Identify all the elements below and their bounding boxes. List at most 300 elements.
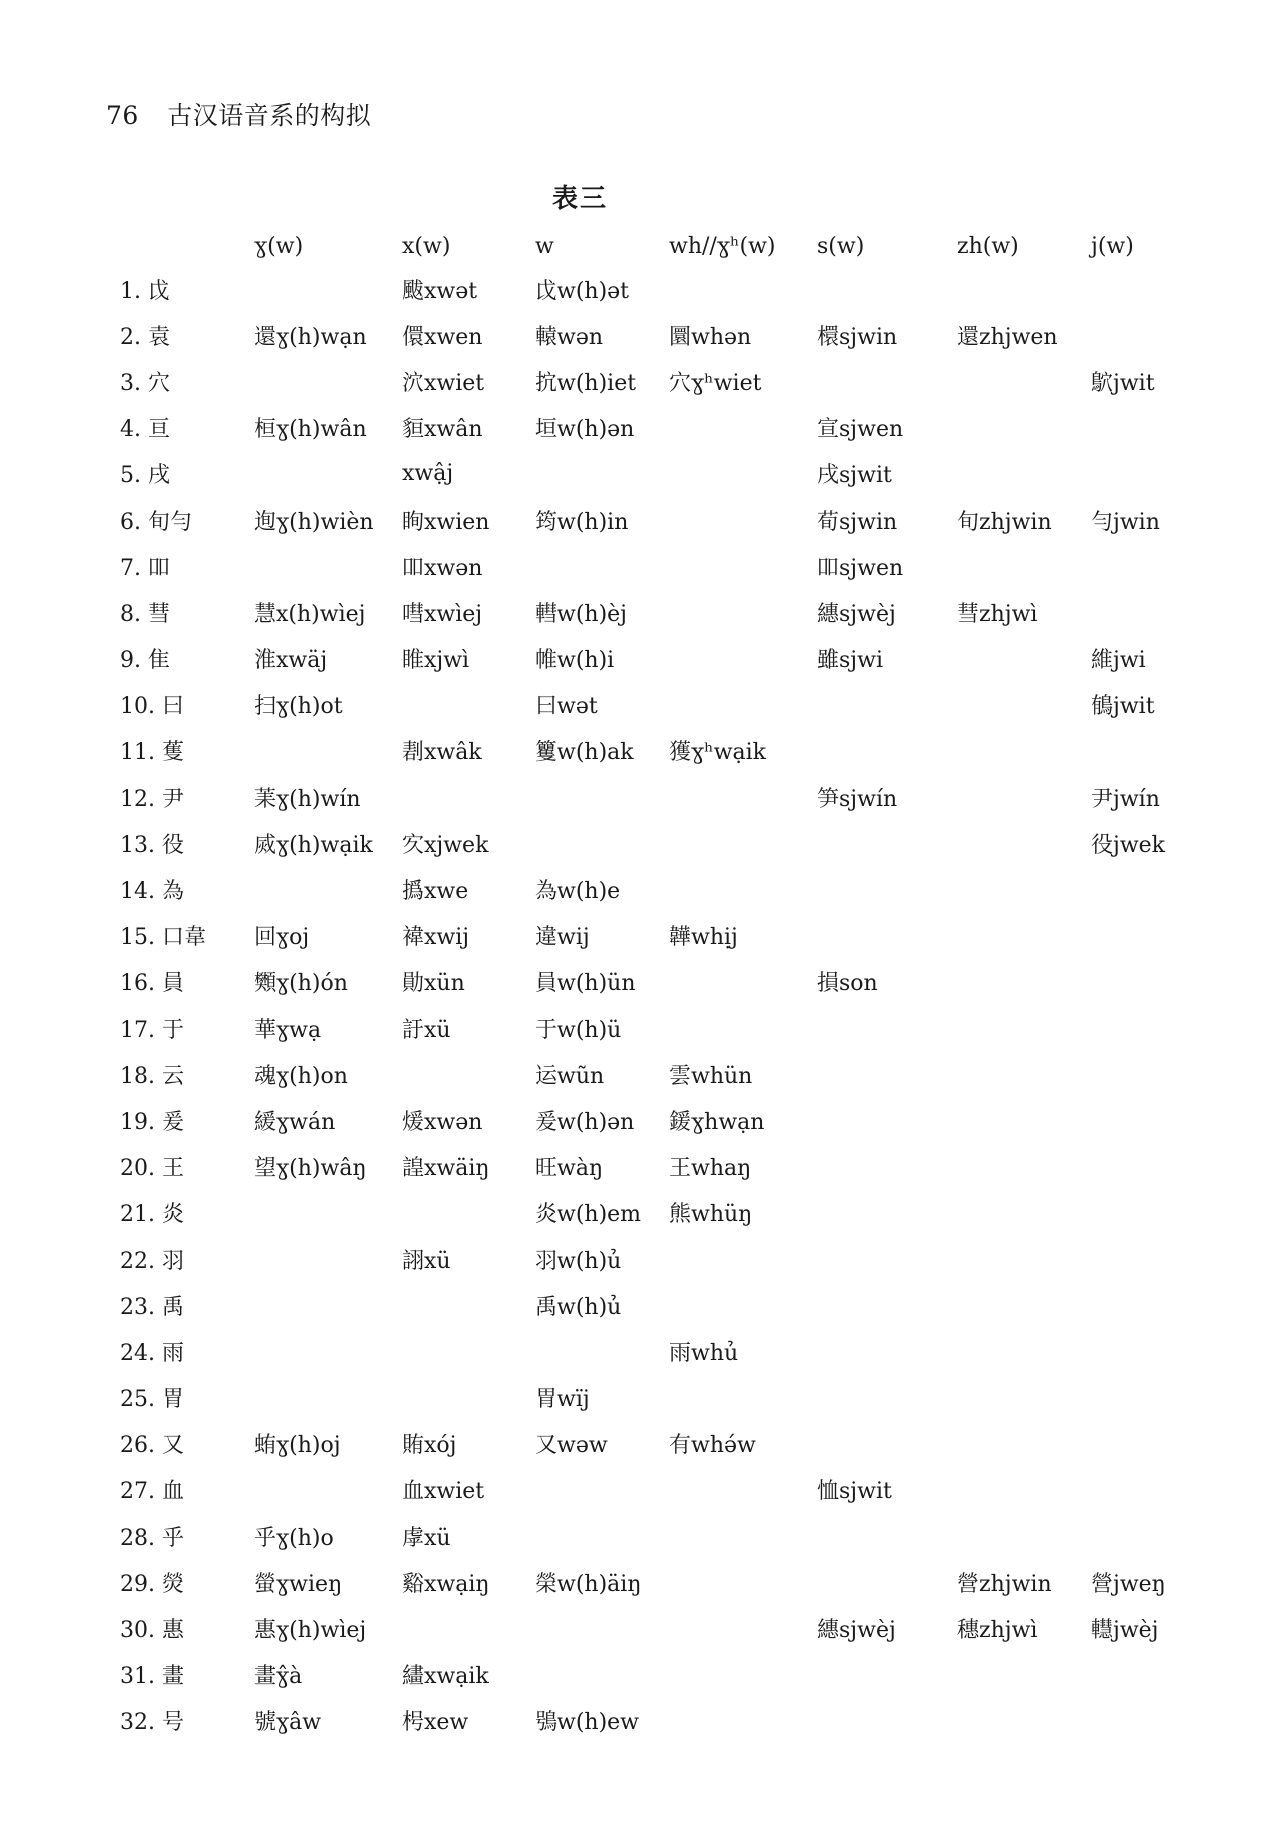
table-cell [254, 1282, 402, 1328]
table-cell [957, 266, 1091, 312]
table-cell [957, 1051, 1091, 1097]
row-label: 24. 雨 [120, 1340, 184, 1366]
table-cell: 貆xwân [402, 417, 483, 443]
table-cell [669, 1005, 817, 1051]
table-cell: 營jweŋ [1091, 1571, 1166, 1597]
table-cell: 還ɣ(h)wạn [254, 324, 367, 350]
table-cell [669, 405, 817, 451]
page-header [106, 96, 371, 132]
table-cell [669, 266, 817, 312]
table-cell [1091, 866, 1181, 912]
table-cell: 緩ɣwán [254, 1109, 336, 1135]
row-label: 1. 戉 [120, 278, 170, 304]
table-cell [817, 866, 957, 912]
row-label: 8. 彗 [120, 601, 170, 627]
table-cell [1091, 451, 1181, 497]
table-cell: 檈sjwin [817, 324, 898, 350]
table-cell [402, 1282, 535, 1328]
table-cell [669, 636, 817, 682]
table-row [120, 1282, 1181, 1328]
table-cell [1091, 1190, 1181, 1236]
table-cell [957, 543, 1091, 589]
table-cell [402, 1328, 535, 1374]
row-label: 10. 曰 [120, 694, 184, 720]
table-cell: 彗zhjwì [957, 601, 1038, 627]
table-cell [535, 1328, 669, 1374]
table-cell: 扫ɣ(h)ot [254, 694, 343, 720]
table-cell [817, 1051, 957, 1097]
table-cell [817, 1421, 957, 1467]
book-title: 古汉语音系的构拟 [167, 101, 372, 130]
table-cell [254, 1190, 402, 1236]
table-row [120, 589, 1181, 635]
table-cell: 谿xwạiŋ [402, 1571, 490, 1597]
table-cell [817, 1190, 957, 1236]
table-cell [669, 959, 817, 1005]
table-cell [957, 1097, 1091, 1143]
table-cell: 繐sjwèj [817, 601, 896, 627]
table-cell: 獲ɣʰwạik [669, 740, 767, 766]
table-cell [402, 682, 535, 728]
table-cell: 乎ɣ(h)o [254, 1525, 334, 1551]
table-cell: 望ɣ(h)wâŋ [254, 1156, 367, 1182]
table-row [120, 266, 1181, 312]
table-cell [817, 682, 957, 728]
table-cell: 役jwek [1091, 832, 1166, 858]
table-cell [402, 1190, 535, 1236]
table-cell: 恤sjwit [817, 1479, 892, 1505]
table-row [120, 1005, 1181, 1051]
table-cell [535, 1652, 669, 1698]
table-row [120, 913, 1181, 959]
table-cell [957, 1513, 1091, 1559]
table-row [120, 1698, 1181, 1744]
table-cell [957, 1144, 1091, 1190]
table-cell: 賄xój [402, 1433, 457, 1459]
row-label: 9. 隹 [120, 648, 170, 674]
row-label: 22. 羽 [120, 1248, 184, 1274]
table-cell: 荀sjwin [817, 509, 898, 535]
row-label: 25. 胃 [120, 1387, 184, 1413]
table-cell: 繣xwạik [402, 1664, 489, 1690]
table-row [120, 1328, 1181, 1374]
table-cell [817, 820, 957, 866]
table-cell: 穗zhjwì [957, 1618, 1038, 1644]
table-cell: 血xwiet [402, 1479, 485, 1505]
table-cell [957, 451, 1091, 497]
table-cell [1091, 728, 1181, 774]
table-cell: 繐sjwèj [817, 1618, 896, 1644]
table-cell: 號ɣâw [254, 1710, 322, 1736]
table-cell: 損son [817, 971, 878, 997]
table-row [120, 405, 1181, 451]
header-row [120, 226, 1181, 266]
table-cell [402, 1605, 535, 1651]
table-cell [254, 1375, 402, 1421]
row-label: 32. 号 [120, 1710, 184, 1736]
table-cell: 吅sjwen [817, 555, 904, 581]
table-cell: 䳑jwit [1091, 694, 1155, 720]
table-cell [957, 1467, 1091, 1513]
page-number: 76 [106, 101, 139, 130]
table-cell: 宣sjwen [817, 417, 904, 443]
table-cell [817, 1005, 957, 1051]
table-cell: 虖xü [402, 1525, 451, 1551]
table-cell [669, 1282, 817, 1328]
table-row [120, 866, 1181, 912]
row-label: 5. 戌 [120, 463, 170, 489]
table-cell: 眴xwien [402, 509, 490, 535]
row-label: 14. 為 [120, 879, 184, 905]
table-cell [1091, 913, 1181, 959]
table-cell: 儇xwen [402, 324, 483, 350]
table-cell: 禹w(h)ủ [535, 1294, 622, 1320]
table-cell: 還zhjwen [957, 324, 1058, 350]
table-cell: 颰xwət [402, 278, 478, 304]
table-cell [1091, 1097, 1181, 1143]
column-header: wh//ɣʰ(w) [669, 233, 776, 259]
table-cell [1091, 589, 1181, 635]
table-cell [1091, 312, 1181, 358]
table-cell [957, 774, 1091, 820]
row-label: 21. 炎 [120, 1202, 184, 1228]
table-row [120, 636, 1181, 682]
table-cell [957, 1282, 1091, 1328]
row-label: 31. 畫 [120, 1664, 184, 1690]
table-cell: 慧x(h)wìej [254, 601, 366, 627]
table-cell [817, 913, 957, 959]
table-row [120, 820, 1181, 866]
table-cell: 鍰ɣhwạn [669, 1109, 765, 1135]
column-header: j(w) [1091, 233, 1134, 259]
table-cell [669, 1605, 817, 1651]
row-label: 12. 尹 [120, 786, 184, 812]
table-cell: 籰w(h)ak [535, 740, 634, 766]
table-cell [669, 866, 817, 912]
table-row [120, 1513, 1181, 1559]
table-cell: 爰w(h)ən [535, 1109, 635, 1135]
table-cell [669, 589, 817, 635]
table-row [120, 1467, 1181, 1513]
table-cell: 䡺jwèj [1091, 1618, 1159, 1644]
table-cell [402, 1375, 535, 1421]
table-cell: xwậj [402, 461, 454, 487]
table-cell [1091, 1282, 1181, 1328]
table-cell [669, 820, 817, 866]
table-cell [1091, 1051, 1181, 1097]
row-label: 17. 于 [120, 1017, 184, 1043]
row-label: 27. 血 [120, 1479, 184, 1505]
reconstruction-table [120, 226, 1181, 1744]
table-row [120, 682, 1181, 728]
table-row [120, 774, 1181, 820]
table-cell: 圜whən [669, 324, 752, 350]
table-cell [817, 358, 957, 404]
table-cell [1091, 1375, 1181, 1421]
table-cell: 羽w(h)ủ [535, 1248, 622, 1274]
table-cell [957, 913, 1091, 959]
table-cell [254, 543, 402, 589]
table-row [120, 1559, 1181, 1605]
table-body [120, 266, 1181, 1744]
table-cell: 胃wïj [535, 1387, 590, 1413]
column-header [120, 226, 254, 266]
table-cell [817, 1144, 957, 1190]
table-cell: 泬xwiet [402, 370, 485, 396]
table-cell: 雲whün [669, 1063, 753, 1089]
table-cell: 營zhjwin [957, 1571, 1052, 1597]
table-row [120, 312, 1181, 358]
table-row [120, 1097, 1181, 1143]
table-cell: 帷w(h)i [535, 648, 615, 674]
table-cell: 䫶ɣ(h)ón [254, 971, 348, 997]
table-cell: 曰wət [535, 694, 598, 720]
table-cell [669, 1513, 817, 1559]
row-label: 18. 云 [120, 1063, 184, 1089]
row-label: 28. 乎 [120, 1525, 184, 1551]
table-cell [957, 959, 1091, 1005]
table-cell: 王whaŋ [669, 1156, 752, 1182]
table-cell [957, 1236, 1091, 1282]
table-cell [254, 266, 402, 312]
table-cell: 魂ɣ(h)on [254, 1063, 348, 1089]
table-cell [957, 636, 1091, 682]
row-label: 2. 袁 [120, 324, 170, 350]
table-cell [402, 774, 535, 820]
table-cell: 為w(h)e [535, 879, 621, 905]
table-cell: 韡whịj [669, 925, 738, 951]
table-cell [535, 451, 669, 497]
table-cell: 違wij [535, 925, 590, 951]
table-cell [535, 1467, 669, 1513]
column-header: w [535, 233, 554, 259]
table-cell: 旬zhjwin [957, 509, 1052, 535]
row-label: 29. 熒 [120, 1571, 184, 1597]
table-cell [957, 866, 1091, 912]
table-cell [1091, 405, 1181, 451]
table-cell [1091, 1144, 1181, 1190]
table-cell [669, 543, 817, 589]
table-cell [1091, 1236, 1181, 1282]
table-cell [817, 1236, 957, 1282]
column-header: s(w) [817, 233, 865, 259]
row-label: 7. 吅 [120, 555, 170, 581]
table-cell [254, 1467, 402, 1513]
table-cell: 褘xwij [402, 925, 470, 951]
table-cell [535, 1513, 669, 1559]
table-cell [817, 1559, 957, 1605]
table-cell: 桓ɣ(h)wân [254, 417, 367, 443]
table-cell [957, 728, 1091, 774]
table-cell [1091, 543, 1181, 589]
table-cell: 淮xwäj [254, 648, 328, 674]
row-label: 13. 役 [120, 832, 184, 858]
table-cell [669, 1559, 817, 1605]
row-label: 6. 旬勻 [120, 509, 192, 535]
table-cell: 畫ɣ̂à [254, 1664, 303, 1690]
table-row [120, 1652, 1181, 1698]
table-cell: 于w(h)ü [535, 1017, 622, 1043]
table-cell: 熊whüŋ [669, 1202, 753, 1228]
table-cell [817, 1375, 957, 1421]
table-cell [817, 1328, 957, 1374]
row-label: 16. 員 [120, 971, 184, 997]
table-row [120, 959, 1181, 1005]
table-cell [817, 1097, 957, 1143]
table-cell: 鴥jwit [1091, 370, 1155, 396]
table-cell: 炎w(h)em [535, 1202, 642, 1228]
table-cell [1091, 1652, 1181, 1698]
table-cell: 尹jwín [1091, 786, 1160, 812]
table-header [120, 226, 1181, 266]
table-cell [957, 1190, 1091, 1236]
table-cell [669, 1652, 817, 1698]
table-cell [402, 1051, 535, 1097]
table-cell: 吅xwən [402, 555, 483, 581]
column-header: zh(w) [957, 233, 1019, 259]
table-cell: 嘒xwìej [402, 601, 483, 627]
row-label: 15. 口韋 [120, 925, 206, 951]
table-cell: 諻xwäiŋ [402, 1156, 490, 1182]
table-cell [254, 866, 402, 912]
table-cell: 运wũn [535, 1063, 605, 1089]
table-cell [957, 405, 1091, 451]
table-cell: 華ɣwạ [254, 1017, 322, 1043]
table-cell [535, 1605, 669, 1651]
table-cell [957, 820, 1091, 866]
table-cell [957, 1652, 1091, 1698]
table-cell [1091, 1467, 1181, 1513]
table-cell [254, 1236, 402, 1282]
table-cell [254, 451, 402, 497]
table-row [120, 1051, 1181, 1097]
table-row [120, 728, 1181, 774]
table-cell [817, 1698, 957, 1744]
table-cell [957, 1328, 1091, 1374]
table-cell [817, 1282, 957, 1328]
table-row [120, 451, 1181, 497]
table-cell: 垣w(h)ən [535, 417, 635, 443]
table-cell: 勛xün [402, 971, 465, 997]
table-row [120, 1236, 1181, 1282]
table-cell: 榮w(h)äiŋ [535, 1571, 642, 1597]
table-cell: 枵xew [402, 1710, 469, 1736]
row-label: 3. 穴 [120, 370, 170, 396]
table-cell [817, 1513, 957, 1559]
column-header: ɣ(w) [254, 233, 304, 259]
row-label: 20. 王 [120, 1156, 184, 1182]
table-row [120, 358, 1181, 404]
column-header: x(w) [402, 233, 451, 259]
table-row [120, 543, 1181, 589]
table-cell: 烕ɣ(h)wạik [254, 832, 373, 858]
table-cell [1091, 1513, 1181, 1559]
table-cell [669, 1467, 817, 1513]
table-cell: 戉w(h)ət [535, 278, 630, 304]
table-cell [817, 728, 957, 774]
table-title: 表三 [551, 184, 608, 214]
table-cell [957, 1698, 1091, 1744]
row-label: 19. 爰 [120, 1109, 184, 1135]
table-cell: 䒹ɣ(h)wín [254, 786, 361, 812]
table-cell [254, 358, 402, 404]
table-cell [669, 1698, 817, 1744]
table-row [120, 1375, 1181, 1421]
table-cell: 抭w(h)iet [535, 370, 637, 396]
row-label: 26. 又 [120, 1433, 184, 1459]
table-cell [957, 358, 1091, 404]
table-cell [535, 820, 669, 866]
table-cell: 剨xwâk [402, 740, 482, 766]
table-cell [254, 1328, 402, 1374]
table-cell: 詡xü [402, 1248, 451, 1274]
table-cell: 煖xwən [402, 1109, 483, 1135]
table-cell [669, 451, 817, 497]
table-cell: 鴞w(h)ew [535, 1710, 640, 1736]
row-label: 11. 蒦 [120, 740, 184, 766]
table-cell: 勻jwin [1091, 509, 1160, 535]
table-row [120, 1605, 1181, 1651]
table-cell [669, 682, 817, 728]
table-row [120, 1421, 1181, 1467]
table-cell: 笋sjwín [817, 786, 898, 812]
table-cell: 雨whủ [669, 1340, 739, 1366]
table-cell [1091, 1005, 1181, 1051]
table-cell [957, 1421, 1091, 1467]
table-cell [1091, 1698, 1181, 1744]
table-row [120, 1144, 1181, 1190]
table-cell: 㝌xjwek [402, 832, 489, 858]
table-cell [535, 543, 669, 589]
table-cell [254, 728, 402, 774]
table-cell: 維jwi [1091, 648, 1146, 674]
table-cell: 旺wàŋ [535, 1156, 604, 1182]
table-cell: 惠ɣ(h)wìej [254, 1618, 367, 1644]
table-cell: 又wəw [535, 1433, 608, 1459]
table-cell [957, 1005, 1091, 1051]
table-cell: 雖sjwi [817, 648, 883, 674]
row-label: 30. 惠 [120, 1618, 184, 1644]
table-cell [817, 266, 957, 312]
table-cell: 回ɣoj [254, 925, 310, 951]
table-cell: 穴ɣʰwiet [669, 370, 762, 396]
table-row [120, 1190, 1181, 1236]
table-cell [535, 774, 669, 820]
table-cell: 訏xü [402, 1017, 451, 1043]
table-cell [1091, 1421, 1181, 1467]
table-cell: 螢ɣwieŋ [254, 1571, 343, 1597]
row-label: 4. 亘 [120, 417, 170, 443]
table-cell [817, 1652, 957, 1698]
table-cell [1091, 959, 1181, 1005]
table-cell: 員w(h)ün [535, 971, 636, 997]
table-cell [957, 1375, 1091, 1421]
table-cell: 蛕ɣ(h)oj [254, 1433, 341, 1459]
table-cell [669, 1236, 817, 1282]
table-cell: 轅wən [535, 324, 604, 350]
table-cell: 迿ɣ(h)wièn [254, 509, 374, 535]
row-label: 23. 禹 [120, 1294, 184, 1320]
table-row [120, 497, 1181, 543]
table-cell: 轊w(h)èj [535, 601, 628, 627]
table-cell: 睢xjwì [402, 648, 470, 674]
table-cell: 戌sjwit [817, 463, 892, 489]
table-cell [669, 774, 817, 820]
table-cell [669, 497, 817, 543]
table-cell [669, 1375, 817, 1421]
table-cell [957, 682, 1091, 728]
table-cell: 有whə́w [669, 1433, 756, 1459]
